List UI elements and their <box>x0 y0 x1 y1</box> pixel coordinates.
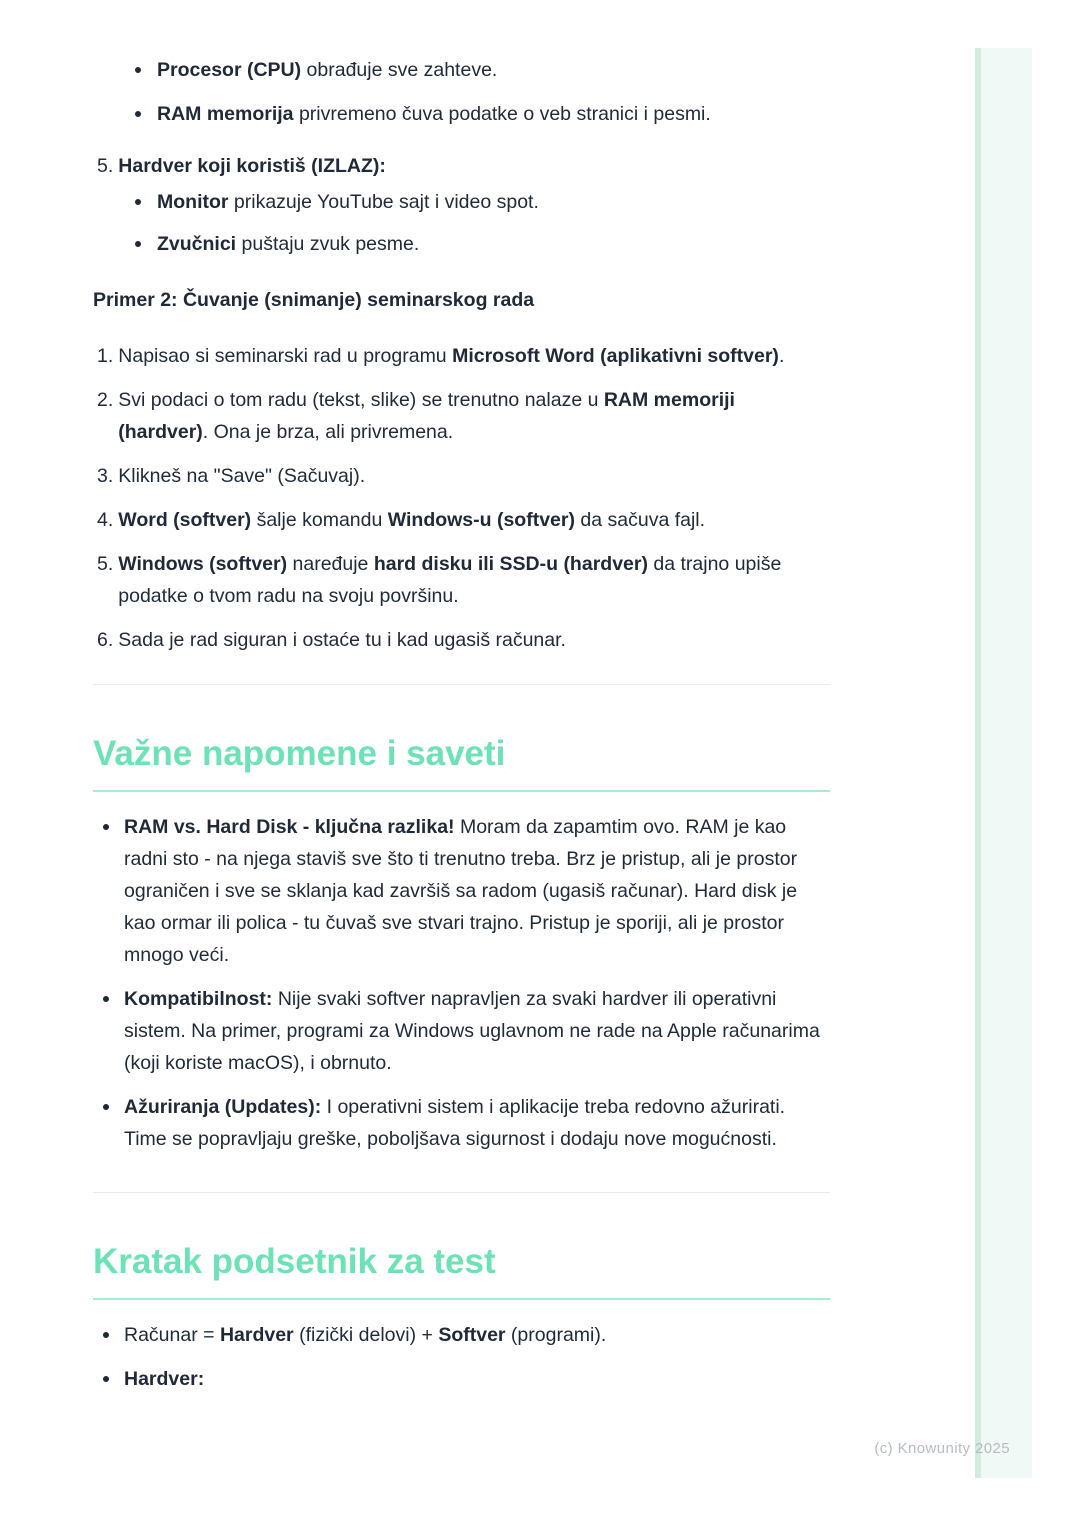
step-number: 1. <box>97 345 114 367</box>
bullet-marker <box>103 1332 109 1338</box>
section-heading-vazne-napomene: Važne napomene i saveti <box>93 734 506 773</box>
primer2-heading: Primer 2: Čuvanje (snimanje) seminarskog rada <box>93 289 535 311</box>
list-item-text: Hardver: <box>124 1368 205 1390</box>
document-content <box>93 0 830 1407</box>
list-item <box>135 54 830 86</box>
item-number: 5. <box>97 155 114 177</box>
bullet-marker <box>135 67 141 73</box>
page-edge-strip <box>975 48 1032 1478</box>
step-text: Windows (softver) naređuje hard disku ili SSD-u (hardver) da trajno upiše podatke o tvom radu na svoju površinu. <box>118 553 782 607</box>
list-item <box>135 186 830 218</box>
bullet-marker <box>103 1376 109 1382</box>
step-item <box>97 384 830 448</box>
step-item <box>97 340 830 372</box>
list-item <box>103 1319 830 1351</box>
bullet-marker <box>135 111 141 117</box>
step-text: Svi podaci o tom radu (tekst, slike) se trenutno nalaze u RAM memoriji (hardver). Ona je brza, ali privremena. <box>118 389 735 443</box>
heading-underline <box>93 790 830 792</box>
notes-list <box>93 811 830 1155</box>
numbered-item-5 <box>93 150 830 260</box>
step-text: Sada je rad siguran i ostaće tu i kad ugasiš računar. <box>118 629 566 651</box>
step-number: 5. <box>97 553 114 575</box>
bullet-marker <box>103 1104 109 1110</box>
step-item <box>97 460 830 492</box>
list-item <box>103 1091 830 1155</box>
list-item-text: Kompatibilnost: Nije svaki softver napravljen za svaki hardver ili operativni sistem. Na primer, programi za Windows uglavnom ne rade na Apple računarima (koji koriste macOS), i obrnuto. <box>124 988 820 1074</box>
step-text: Klikneš na "Save" (Sačuvaj). <box>118 465 366 487</box>
step-item <box>97 548 830 612</box>
list-item <box>135 98 830 130</box>
output-devices-list <box>93 186 830 260</box>
section-divider <box>93 684 830 685</box>
section-heading-kratak-podsetnik: Kratak podsetnik za test <box>93 1242 496 1281</box>
step-item <box>97 624 830 656</box>
list-item-text: Monitor prikazuje YouTube sajt i video spot. <box>157 191 539 213</box>
hardware-sub-list <box>93 54 830 130</box>
list-item <box>103 811 830 971</box>
numbered-item-heading <box>93 150 830 182</box>
copyright-notice: (c) Knowunity 2025 <box>874 1440 1010 1457</box>
list-item-text: Računar = Hardver (fizički delovi) + Softver (programi). <box>124 1324 607 1346</box>
step-item <box>97 504 830 536</box>
step-number: 6. <box>97 629 114 651</box>
step-text: Napisao si seminarski rad u programu Microsoft Word (aplikativni softver). <box>118 345 785 367</box>
heading-underline <box>93 1298 830 1300</box>
reminder-list <box>93 1319 830 1395</box>
list-item <box>135 228 830 260</box>
bullet-marker <box>103 824 109 830</box>
bullet-marker <box>103 996 109 1002</box>
list-item <box>103 983 830 1079</box>
step-number: 3. <box>97 465 114 487</box>
list-item-text: RAM memorija privremeno čuva podatke o veb stranici i pesmi. <box>157 103 711 125</box>
bullet-marker <box>135 241 141 247</box>
list-item-text: Zvučnici puštaju zvuk pesme. <box>157 233 420 255</box>
bullet-marker <box>135 199 141 205</box>
list-item-text: Procesor (CPU) obrađuje sve zahteve. <box>157 59 498 81</box>
section-divider <box>93 1192 830 1193</box>
list-item-text: RAM vs. Hard Disk - ključna razlika! Moram da zapamtim ovo. RAM je kao radni sto - na njega staviš sve što ti trenutno treba. Brz je pristup, ali je prostor ograničen i sve se sklanja kad završiš sa radom (ugasiš računar). Hard disk je kao ormar ili polica - tu čuvaš sve stvari trajno. Pristup je sporiji, ali je prostor mnogo veći. <box>124 816 798 966</box>
item-text: Hardver koji koristiš (IZLAZ): <box>118 155 386 177</box>
save-steps-list <box>93 340 830 656</box>
step-number: 4. <box>97 509 114 531</box>
list-item-text: Ažuriranja (Updates): I operativni sistem i aplikacije treba redovno ažurirati. Time se popravljaju greške, poboljšava sigurnost i dodaju nove mogućnosti. <box>124 1096 786 1150</box>
list-item <box>103 1363 830 1395</box>
step-text: Word (softver) šalje komandu Windows-u (softver) da sačuva fajl. <box>118 509 706 531</box>
step-number: 2. <box>97 389 114 411</box>
